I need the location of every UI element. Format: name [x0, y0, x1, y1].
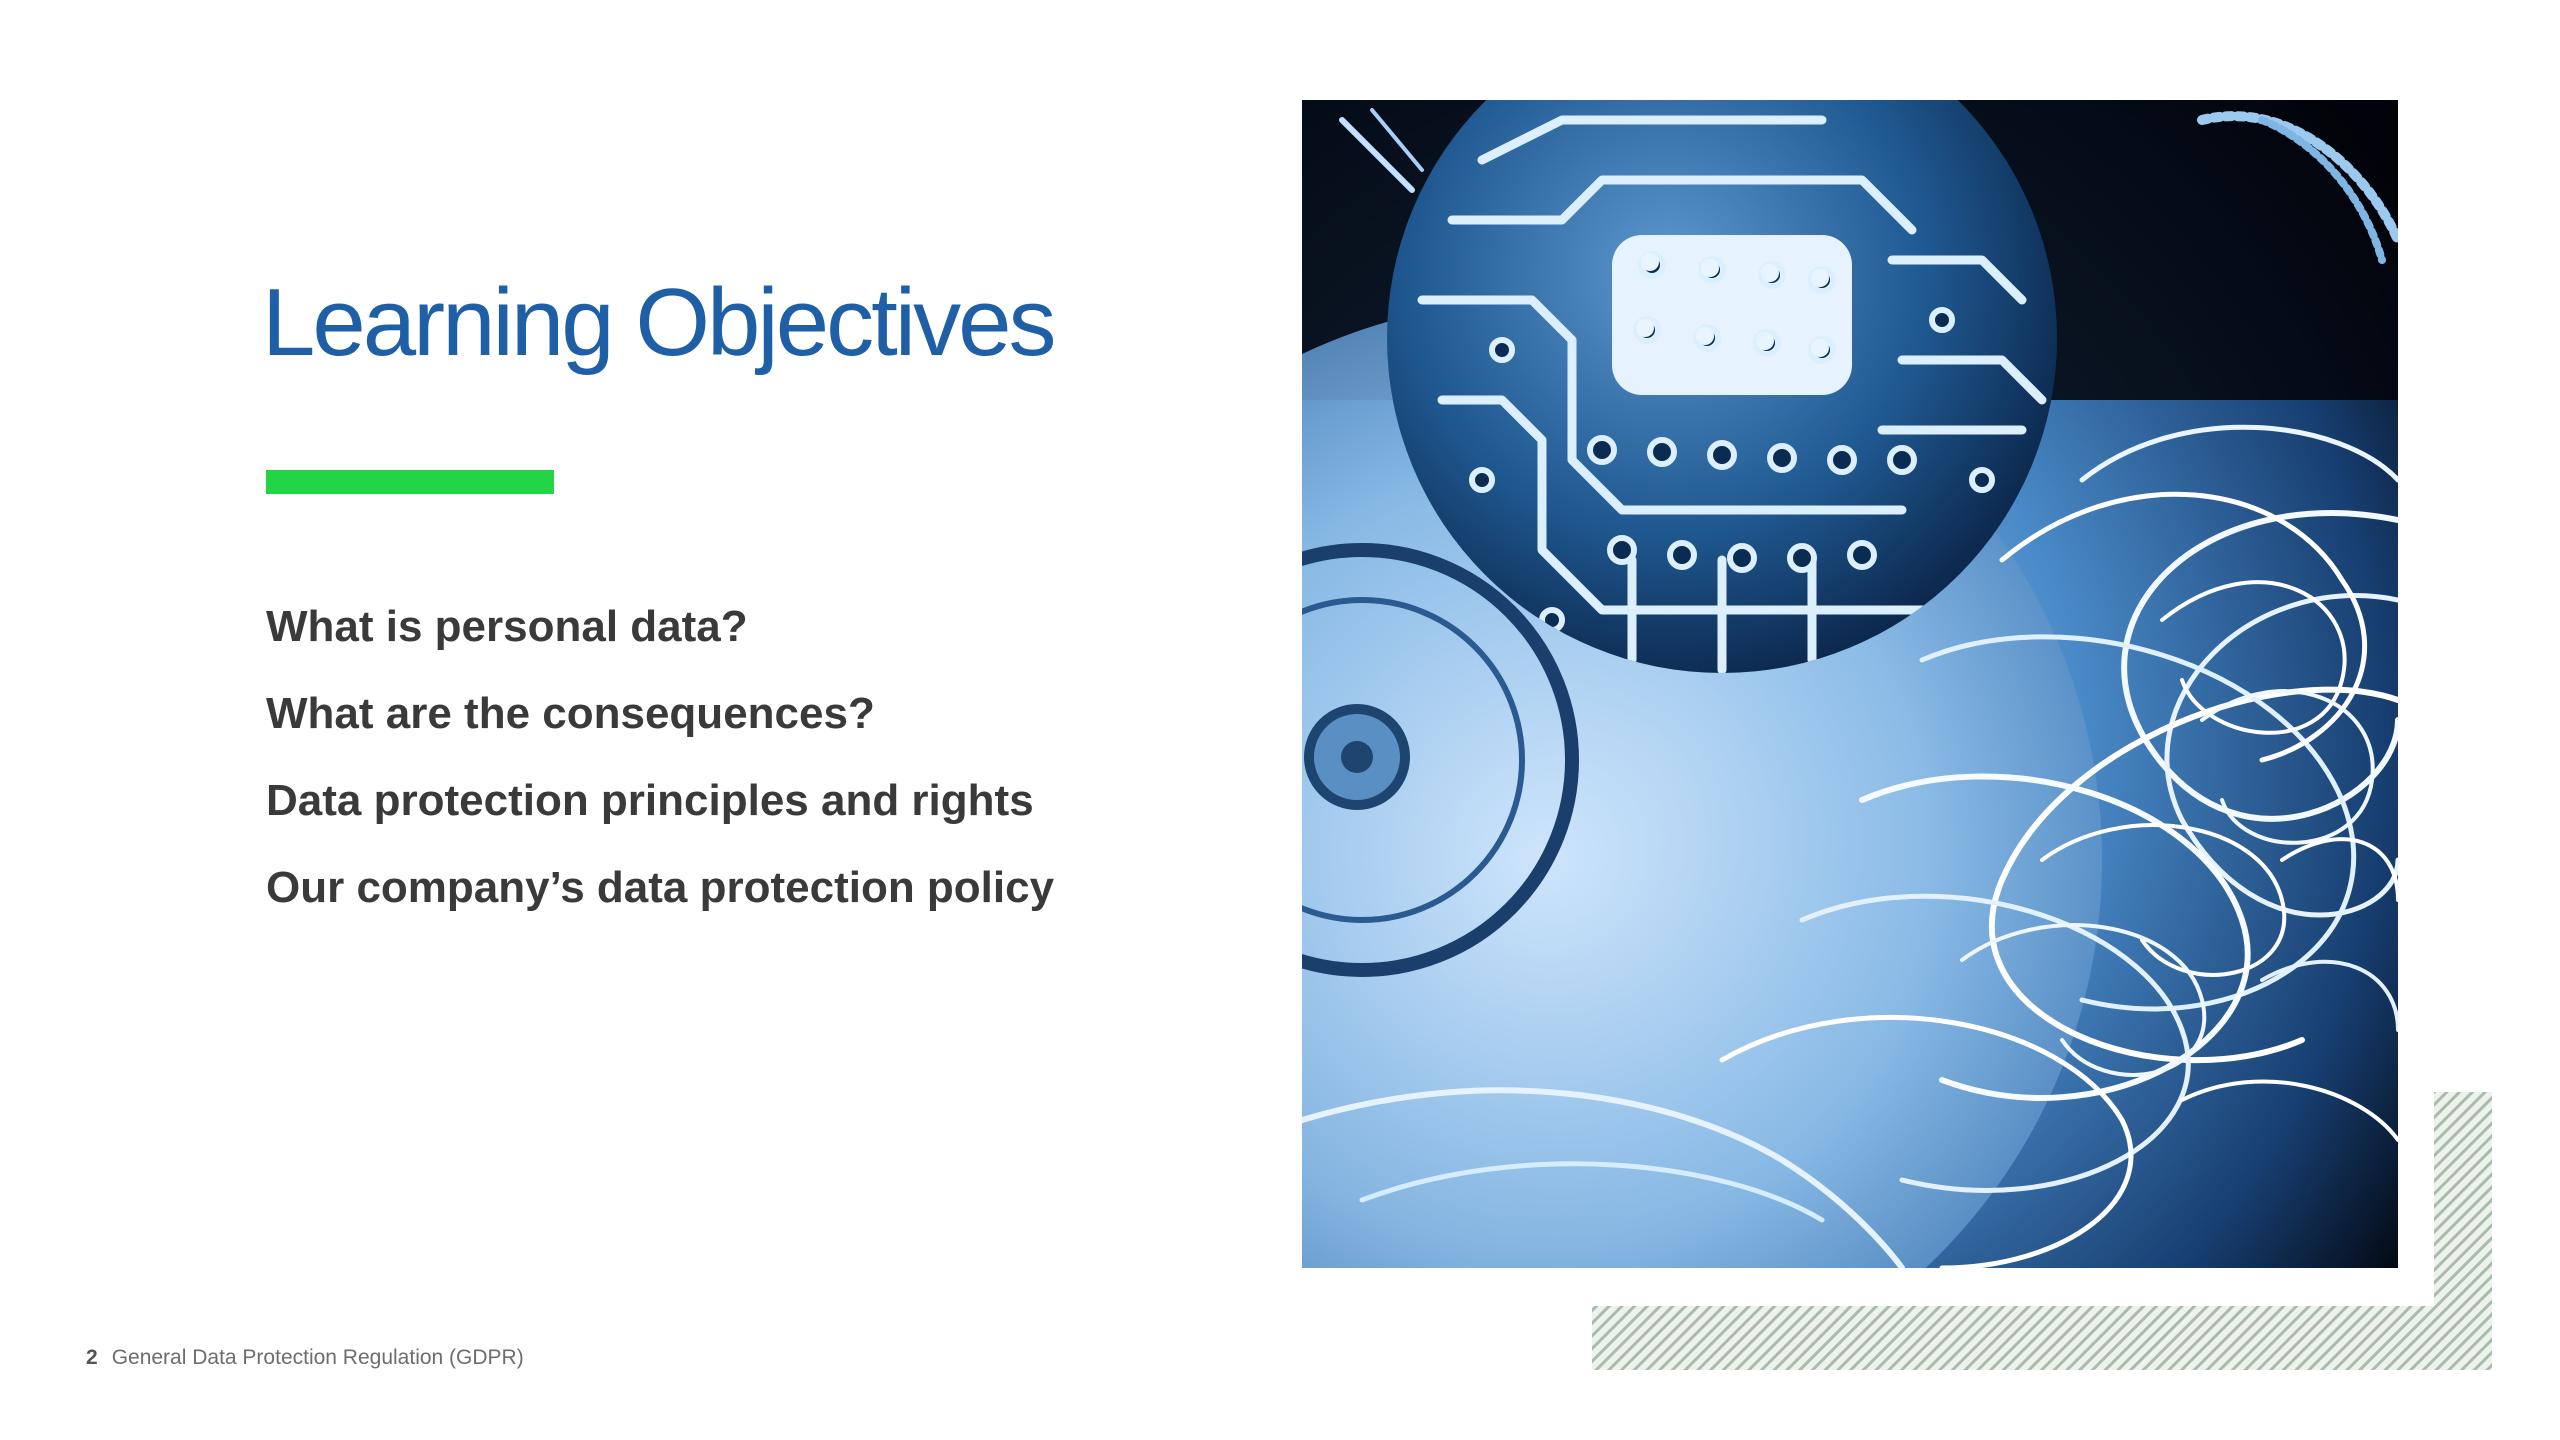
accent-bar-fill	[266, 470, 554, 494]
circuit-fiber-photo	[1302, 100, 2398, 1268]
objective-item: What are the consequences?	[266, 689, 875, 738]
decoration-bottom-band	[1592, 1306, 2492, 1370]
footer-text: General Data Protection Regulation (GDPR)	[111, 1346, 524, 1369]
objective-item: What is personal data?	[266, 602, 748, 651]
title-accent-bar	[266, 470, 554, 494]
objective-item: Our company’s data protection policy	[266, 863, 1055, 912]
objectives-list	[266, 592, 1054, 940]
objective-item: Data protection principles and rights	[266, 776, 1034, 825]
slide-footer	[86, 1346, 524, 1370]
page-number: 2	[86, 1346, 98, 1369]
slide-title: Learning Objectives	[262, 269, 1054, 376]
decoration-right-band	[2434, 1092, 2492, 1370]
